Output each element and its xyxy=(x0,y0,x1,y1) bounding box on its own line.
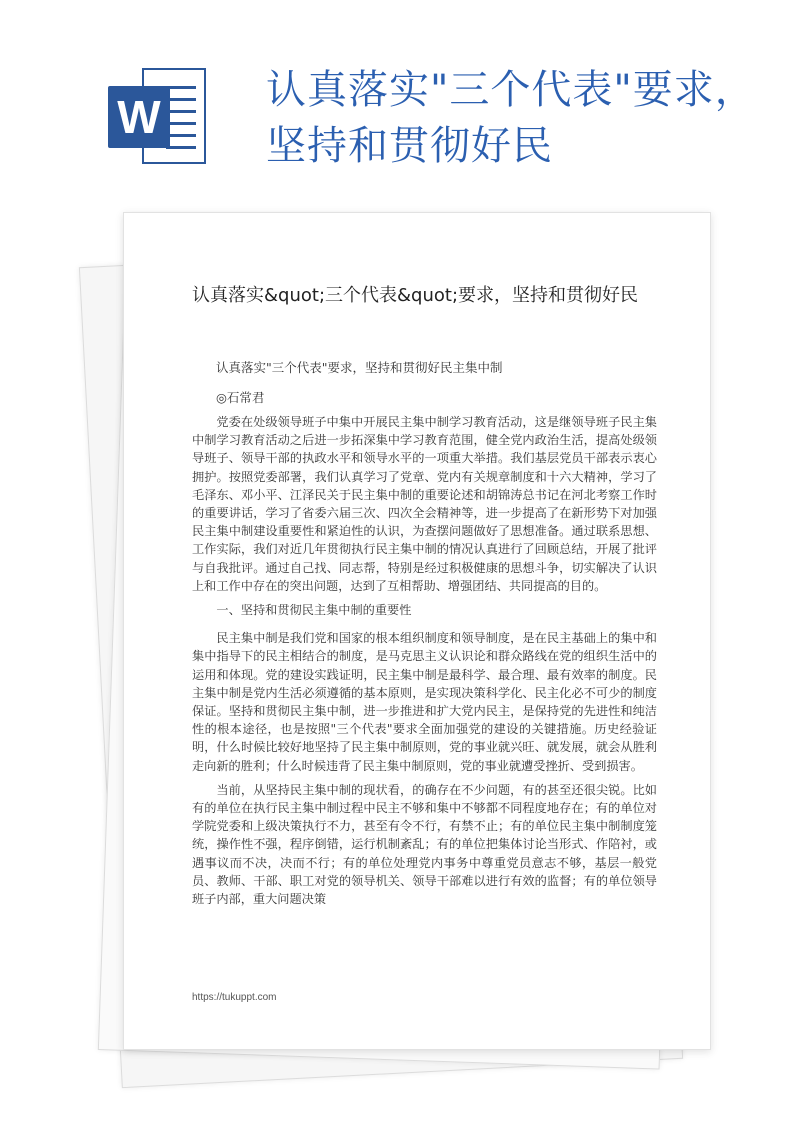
page-title: 认真落实&quot;三个代表&quot;要求，坚持和贯彻好民 xyxy=(192,285,639,306)
paragraph: 民主集中制是我们党和国家的根本组织制度和领导制度，是在民主基础上的集中和集中指导下的民主相结合的制度，是马克思主义认识论和群众路线在党的组织生活中的运用和体现。党的建设实践证明，民主集中制是最科学、最合理、最有效率的制度。民主集中制是党内生活必须遵循的基本原则，是实现决策科学化、民主化必不可少的制度保证。坚持和贯彻民主集中制，进一步推进和扩大党内民主，是保持党的先进性和纯洁性的根本途径，也是按照"三个代表"要求全面加强党的建设的关键措施。历史经验证明，什么时候比较好地坚持了民主集中制原则，党的事业就兴旺、就发展，就会从胜利走向新的胜利；什么时候违背了民主集中制原则，党的事业就遭受挫折、受到损害。 xyxy=(192,631,657,773)
document-subtitle: 认真落实"三个代表"要求，坚持和贯彻好民主集中制 xyxy=(216,360,503,375)
document-page xyxy=(123,212,711,1050)
footer-url[interactable]: https://tukuppt.com xyxy=(192,992,277,1003)
section-heading: 一、坚持和贯彻民主集中制的重要性 xyxy=(216,603,412,618)
document-author: ◎石常君 xyxy=(216,390,265,405)
cover-title: 认真落实"三个代表"要求，坚持和贯彻好民 xyxy=(266,67,756,169)
word-icon: W xyxy=(108,86,170,148)
paragraph: 当前，从坚持民主集中制的现状看，的确存在不少问题，有的甚至还很尖锐。比如有的单位在执行民主集中制过程中民主不够和集中不够都不同程度地存在；有的单位对学院党委和上级决策执行不力，甚至有令不行，有禁不止；有的单位民主集中制制度笼统，操作性不强，程序倒错，运行机制紊乱；有的单位把集体讨论当形式、作陪衬，或遇事议而不决，决而不行；有的单位处理党内事务中尊重党员意志不够，基层一般党员、教师、干部、职工对党的领导机关、领导干部难以进行有效的监督；有的单位领导班子内部，重大问题决策 xyxy=(192,782,657,907)
document-body xyxy=(192,413,657,914)
paragraph: 党委在处级领导班子中集中开展民主集中制学习教育活动，这是继领导班子民主集中制学习教育活动之后进一步拓深集中学习教育范围，健全党内政治生活，提高处级领导班子、领导干部的执政水平和领导水平的一项重大举措。我们基层党员干部表示衷心拥护。按照党委部署，我们认真学习了党章、党内有关规章制度和十六大精神，学习了毛泽东、邓小平、江泽民关于民主集中制的重要论述和胡锦涛总书记在河北考察工作时的重要讲话，学习了省委六届三次、四次全会精神等，进一步提高了在新形势下对加强民主集中制建设重要性和紧迫性的认识，为查摆问题做好了思想准备。通过联系思想、工作实际，我们对近几年贯彻执行民主集中制的情况认真进行了回顾总结，开展了批评与自我批评。通过自己找、同志帮，特别是经过积极健康的思想斗争，切实解决了认识上和工作中存在的突出问题，达到了互相帮助、增强团结、共同提高的目的。 xyxy=(192,415,657,593)
word-logo xyxy=(108,60,208,168)
